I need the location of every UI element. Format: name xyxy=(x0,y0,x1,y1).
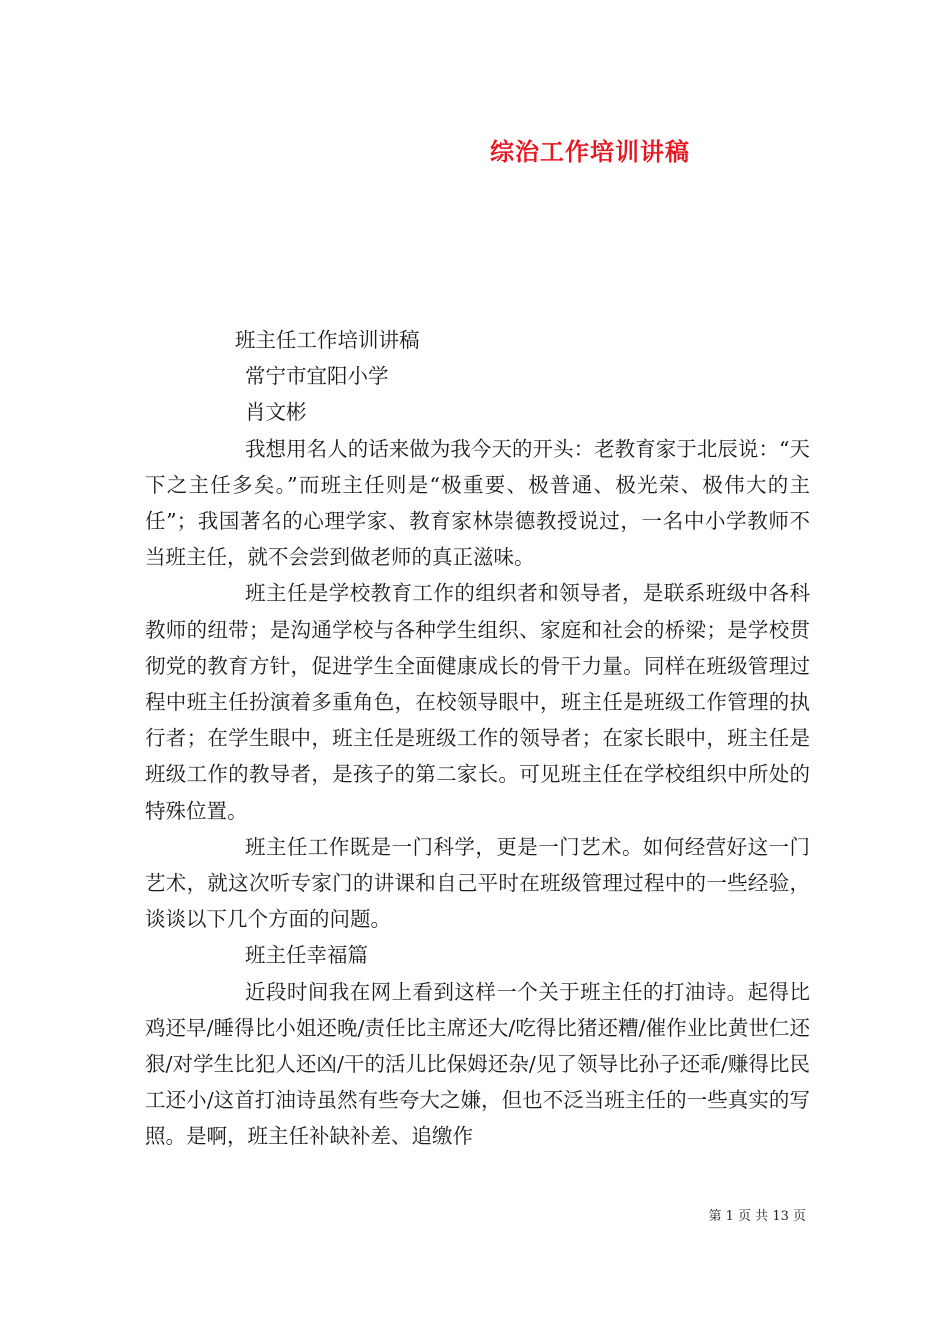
paragraph-2: 班主任是学校教育工作的组织者和领导者，是联系班级中各科教师的纽带；是沟通学校与各种学生组织、家庭和社会的桥梁；是学校贯彻党的教育方针，促进学生全面健康成长的骨干力量。同样在班级管理过程中班主任扮演着多重角色，在校领导眼中，班主任是班级工作管理的执行者；在学生眼中，班主任是班级工作的领导者；在家长眼中，班主任是班级工作的教导者，是孩子的第二家长。可见班主任在学校组织中所处的特殊位置。 xyxy=(145,581,810,823)
paragraph-1: 我想用名人的话来做为我今天的开头：老教育家于北辰说：“天下之主任多矣。”而班主任则是“极重要、极普通、极光荣、极伟大的主任”；我国著名的心理学家、教育家林崇德教授说过，一名中小学教师不当班主任，就不会尝到做老师的真正滋味。 xyxy=(145,436,810,570)
document-body xyxy=(145,322,810,1155)
page-number-footer: 第 1 页 共 13 页 xyxy=(708,1209,806,1224)
school-name: 常宁市宜阳小学 xyxy=(245,364,389,389)
speech-heading: 班主任工作培训讲稿 xyxy=(235,328,420,352)
section-title: 班主任幸福篇 xyxy=(245,943,368,968)
document-title: 综治工作培训讲稿 xyxy=(490,137,690,166)
section-paragraph: 近段时间我在网上看到这样一个关于班主任的打油诗。起得比鸡还早/睡得比小姐还晚/责任比主席还大/吃得比猪还糟/催作业比黄世仁还狠/对学生比犯人还凶/干的活儿比保姆还杂/见了领导比孙子还乖/赚得比民工还小/这首打油诗虽然有些夸大之嫌，但也不泛当班主任的一些真实的写照。是啊，班主任补缺补差、追缴作 xyxy=(145,979,810,1149)
paragraph-3: 班主任工作既是一门科学，更是一门艺术。如何经营好这一门艺术，就这次听专家门的讲课和自己平时在班级管理过程中的一些经验，谈谈以下几个方面的问题。 xyxy=(145,834,810,932)
author-name: 肖文彬 xyxy=(245,400,307,425)
